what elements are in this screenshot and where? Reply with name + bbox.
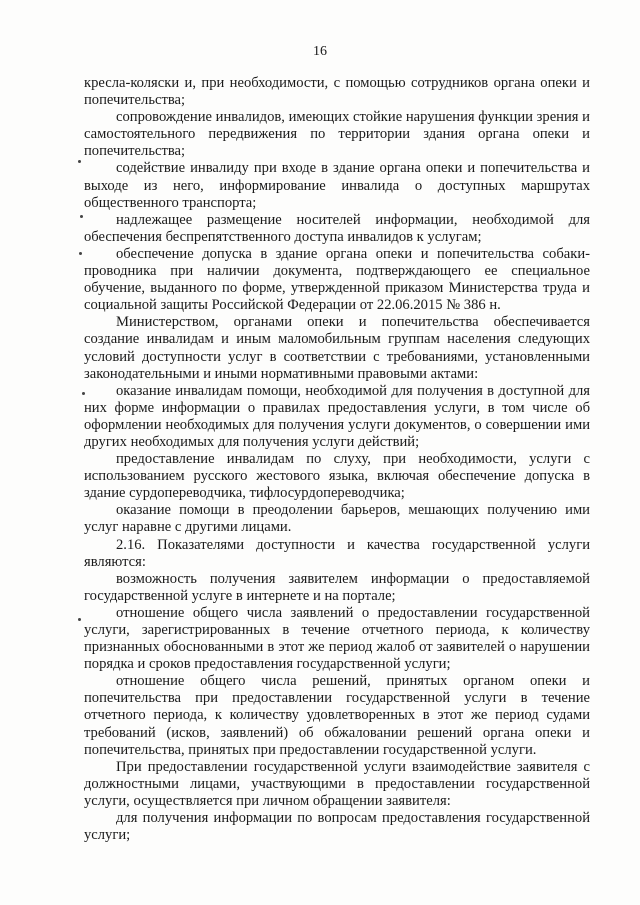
scan-speck <box>79 252 82 255</box>
paragraph: для получения информации по вопросам предоставления государственной услуги; <box>84 810 590 844</box>
paragraph: кресла-коляски и, при необходимости, с помощью сотрудников органа опеки и попечительства; <box>84 75 590 109</box>
paragraph: предоставление инвалидам по слуху, при необходимости, услуги с использованием русского жестового языка, включая обеспечение допуска в здание сурдопереводчика, тифлосурдопереводчика; <box>84 451 590 502</box>
paragraph: возможность получения заявителем информации о предоставляемой государственной услуге в интернете и на портале; <box>84 570 590 604</box>
section-heading-paragraph: 2.16. Показателями доступности и качества государственной услуги являются: <box>84 536 590 570</box>
paragraph: сопровождение инвалидов, имеющих стойкие нарушения функции зрения и самостоятельного передвижения по территории здания органа опеки и попечительства; <box>84 109 590 160</box>
scan-speck <box>80 215 83 218</box>
paragraph: При предоставлении государственной услуги взаимодействие заявителя с должностными лицами, участвующими в предоставлении государственной услуги, осуществляется при личном обращении заявителя: <box>84 758 590 809</box>
paragraph: обеспечение допуска в здание органа опеки и попечительства собаки-проводника при наличии документа, подтверждающего ее специальное обучение, выданного по форме, утвержденной приказом Министерства труда и социальной защиты Российской Федерации от 22.06.2015 № 386 н. <box>84 245 590 314</box>
paragraph: отношение общего числа решений, принятых органом опеки и попечительства при предоставлении государственной услуги в течение отчетного периода, к количеству удовлетворенных в этот же период судами требований (исков, заявлений) об обжаловании решений органа опеки и попечительства, принятых при предоставлении государственной услуги. <box>84 673 590 758</box>
paragraph: оказание инвалидам помощи, необходимой для получения в доступной для них форме информации о правилах предоставления услуги, в том числе об оформлении необходимых для получения услуги документов, о совершении ими других необходимых для получения услуги действий; <box>84 382 590 450</box>
document-body <box>84 75 590 844</box>
page-number: 16 <box>313 44 327 59</box>
paragraph: содействие инвалиду при входе в здание органа опеки и попечительства и выходе из него, информирование инвалида о доступных маршрутах общественного транспорта; <box>84 160 590 211</box>
scan-speck <box>78 618 81 621</box>
paragraph: отношение общего числа заявлений о предоставлении государственной услуги, зарегистрированных в течение отчетного периода, к количеству признанных обоснованными в этот же период жалоб от заявителей о нарушении порядка и сроков предоставления государственной услуги; <box>84 604 590 673</box>
paragraph: надлежащее размещение носителей информации, необходимой для обеспечения беспрепятственного доступа инвалидов к услугам; <box>84 211 590 245</box>
paragraph: оказание помощи в преодолении барьеров, мешающих получению ими услуг наравне с другими лицами. <box>84 502 590 536</box>
scan-speck <box>78 160 81 163</box>
paragraph: Министерством, органами опеки и попечительства обеспечивается создание инвалидам и иным маломобильным группам населения следующих условий доступности услуг в соответствии с требованиями, установленными законодательными и иными нормативными правовыми актами: <box>84 314 590 382</box>
